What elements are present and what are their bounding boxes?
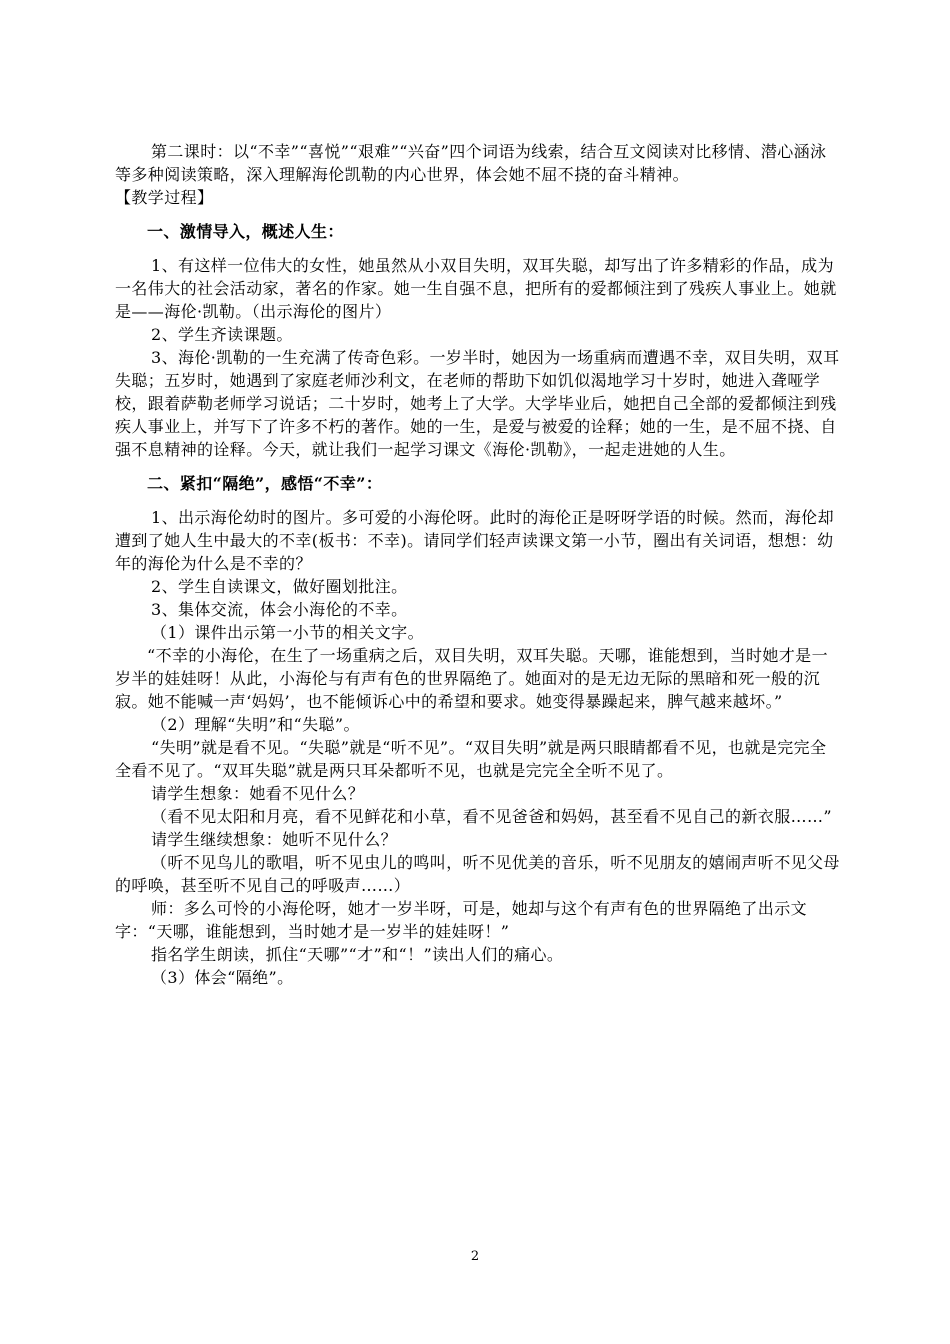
paragraph: 2、学生自读课文，做好圈划批注。 [151,577,408,596]
paragraph: 1、有这样一位伟大的女性，她虽然从小双目失明，双耳失聪，却写出了许多精彩的作品，成为一名伟大的社会活动家，著名的作家。她一生自强不息，把所有的爱都倾注到了残疾人事业上。她就是——海伦·凯勒。（出示海伦的图片） [115,256,837,321]
section-heading-2: 二、紧扣“隔绝”，感悟“不幸”： [147,474,383,493]
paragraph: （1）课件出示第一小节的相关文字。 [151,623,424,642]
paragraph: 3、海伦·凯勒的一生充满了传奇色彩。一岁半时，她因为一场重病而遭遇不幸，双目失明，双耳失聪；五岁时，她遇到了家庭老师沙利文，在老师的帮助下如饥似渴地学习十岁时，她进入聋哑学校，跟着萨勒老师学习说话；二十岁时，她考上了大学。大学毕业后，她把自己全部的爱都倾注到残疾人事业上，并写下了许多不朽的著作。她的一生，是爱与被爱的诠释；她的一生，是不屈不挠、自强不息精神的诠释。今天，就让我们一起学习课文《海伦·凯勒》，一起走进她的人生。 [115,348,840,459]
paragraph: “失明”就是看不见。“失聪”就是“听不见”。“双目失明”就是两只眼睛都看不见，也就是完完全全看不见了。“双耳失聪”就是两只耳朵都听不见，也就是完完全全听不见了。 [115,738,827,780]
quoted-passage: “不幸的小海伦，在生了一场重病之后，双目失明，双耳失聪。天哪，谁能想到，当时她才是一岁半的娃娃呀！从此，小海伦与有声有色的世界隔绝了。她面对的是无边无际的黑暗和死一般的沉寂。她不能喊一声‘妈妈’，也不能倾诉心中的希望和要求。她变得暴躁起来，脾气越来越坏。” [115,646,828,711]
paragraph: 师：多么可怜的小海伦呀，她才一岁半呀，可是，她却与这个有声有色的世界隔绝了出示文字：“天哪，谁能想到，当时她才是一岁半的娃娃呀！” [115,899,808,941]
paragraph: 2、学生齐读课题。 [151,325,293,344]
paragraph: 指名学生朗读，抓住“天哪”“才”和“！”读出人们的痛心。 [151,945,564,964]
heading-teaching-process: 【教学过程】 [115,188,214,207]
page-number: 2 [470,1249,480,1264]
paragraph: （2）理解“失明”和“失聪”。 [151,715,360,734]
paragraph: （听不见鸟儿的歌唱，听不见虫儿的鸣叫，听不见优美的音乐，听不见朋友的嬉闹声听不见父母的呼唤，甚至听不见自己的呼吸声……） [115,853,840,895]
paragraph-lesson-two: 第二课时：以“不幸”“喜悦”“艰难”“兴奋”四个词语为线索，结合互文阅读对比移情、潜心涵泳等多种阅读策略，深入理解海伦凯勒的内心世界，体会她不屈不挠的奋斗精神。 [115,142,827,184]
paragraph: （看不见太阳和月亮，看不见鲜花和小草，看不见爸爸和妈妈，甚至看不见自己的新衣服……” [151,807,832,826]
paragraph: 请学生继续想象：她听不见什么？ [151,830,398,849]
paragraph: 请学生想象：她看不见什么？ [151,784,365,803]
page-body [115,140,840,989]
section-heading-1: 一、激情导入，概述人生： [147,222,344,241]
paragraph: 3、集体交流，体会小海伦的不幸。 [151,600,408,619]
paragraph: 1、出示海伦幼时的图片。多可爱的小海伦呀。此时的海伦正是呀呀学语的时候。然而，海伦却遭到了她人生中最大的不幸(板书：不幸)。请同学们轻声读课文第一小节，圈出有关词语，想想：幼年的海伦为什么是不幸的？ [115,508,834,573]
paragraph: （3）体会“隔绝”。 [151,968,294,987]
